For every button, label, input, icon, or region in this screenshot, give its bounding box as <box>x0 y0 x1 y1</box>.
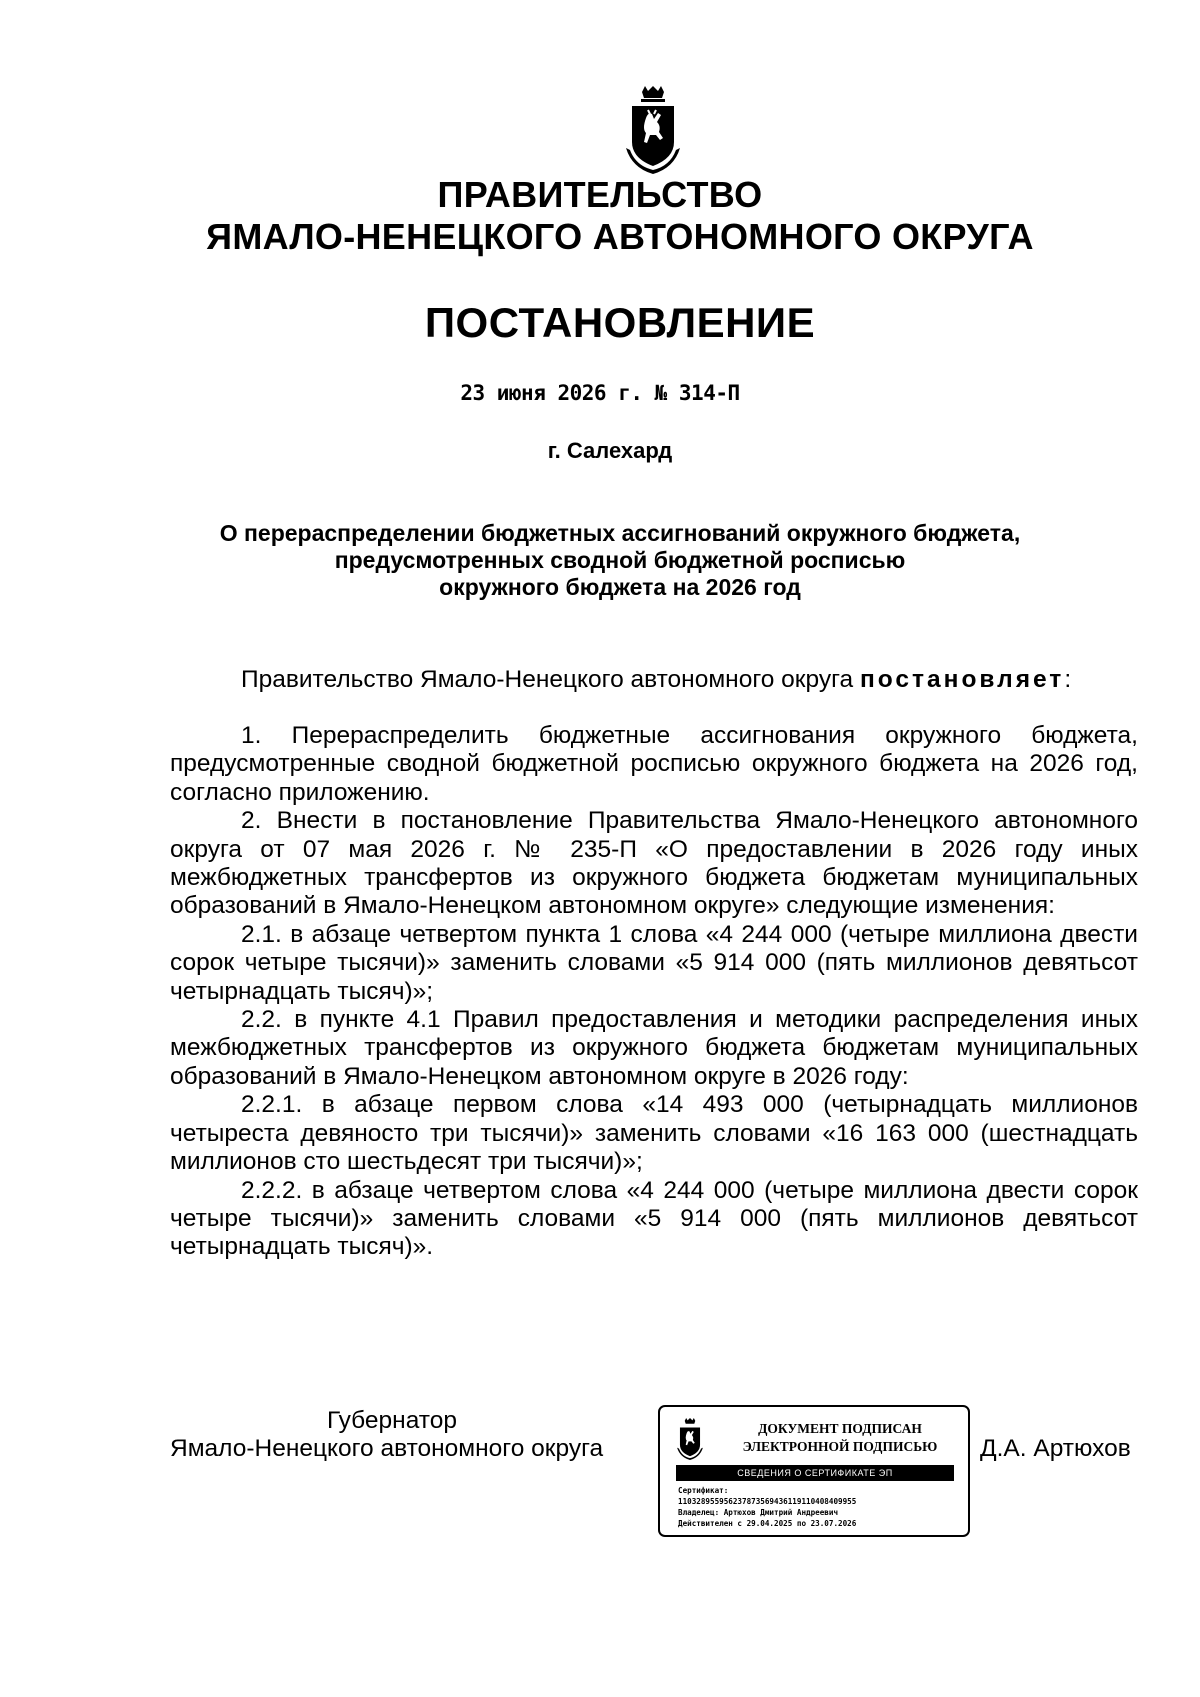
coat-of-arms-icon <box>624 84 682 176</box>
stamp-certificate-details <box>678 1485 856 1529</box>
document-subject <box>20 520 1200 601</box>
clause-2: 2. Внести в постановление Правительства Ямало-Ненецкого автономного округа от 07 мая 2026 г. № 235-П «О предоставлении в 2026 году иных межбюджетных трансфертов из окружного бюджета бюджетам муниципальных образований в Ямало-Ненецком автономном округе» следующие изменения: <box>170 807 1138 920</box>
document-type: ПОСТАНОВЛЕНИЕ <box>424 299 816 346</box>
stamp-owner: Владелец: Артюхов Дмитрий Андреевич <box>678 1508 839 1517</box>
clauses <box>170 722 1138 1262</box>
subject-line3: окружного бюджета на 2026 год <box>439 574 801 600</box>
signer-name: Д.А. Артюхов <box>980 1435 1131 1462</box>
clause-2-2-2: 2.2.2. в абзаце четвертом слова «4 244 000 (четыре миллиона двести сорок четыре тысячи)» заменить словами «5 914 000 (пять миллионов девятьсот четырнадцать тысяч)». <box>170 1176 1138 1261</box>
subject-line2: предусмотренных сводной бюджетной росписью <box>334 547 906 573</box>
clause-2-2-1: 2.2.1. в абзаце первом слова «14 493 000 (четырнадцать миллионов четыреста девяносто три тысячи)» заменить словами «16 163 000 (шестнадцать миллионов сто шестьдесят три тысячи)»; <box>170 1091 1138 1176</box>
signer-organization: Ямало-Ненецкого автономного округа <box>170 1435 604 1463</box>
stamp-coat-of-arms-icon <box>676 1417 704 1461</box>
clause-2-2: 2.2. в пункте 4.1 Правил предоставления и методики распределения иных межбюджетных трансфертов из окружного бюджета бюджетам муниципальных образований в Ямало-Ненецком автономном округе в 2026 году: <box>170 1006 1138 1090</box>
stamp-cert-number: 110328955956237873569436119110408409955 <box>678 1497 857 1506</box>
subject-line1: О перераспределении бюджетных ассигнований окружного бюджета, <box>219 520 1021 546</box>
stamp-title <box>716 1420 964 1456</box>
stamp-title-line2: ЭЛЕКТРОННОЙ ПОДПИСЬЮ <box>742 1439 938 1454</box>
preamble-colon: : <box>1064 666 1072 693</box>
stamp-title-line1: ДОКУМЕНТ ПОДПИСАН <box>758 1421 922 1436</box>
stamp-cert-label: Сертификат: <box>678 1486 729 1495</box>
government-name-line1: ПРАВИТЕЛЬСТВО <box>437 174 763 215</box>
preamble-keyword: постановляет <box>859 666 1065 693</box>
stamp-validity: Действителен с 29.04.2025 по 23.07.2026 <box>678 1519 857 1528</box>
electronic-signature-stamp <box>658 1405 970 1537</box>
signer-role: Губернатор <box>327 1407 457 1434</box>
signature-block <box>170 1407 640 1464</box>
preamble-text: Правительство Ямало-Ненецкого автономного округа <box>241 666 854 693</box>
stamp-certificate-bar: СВЕДЕНИЯ О СЕРТИФИКАТЕ ЭП <box>676 1465 954 1481</box>
clause-2-1: 2.1. в абзаце четвертом пункта 1 слова «4 244 000 (четыре миллиона двести сорок четыре тысячи)» заменить словами «5 914 000 (пять миллионов девятьсот четырнадцать тысяч)»; <box>170 920 1138 1005</box>
preamble <box>170 666 1200 694</box>
clause-1: 1. Перераспределить бюджетные ассигнования окружного бюджета, предусмотренные сводной бюджетной росписью окружного бюджета на 2026 год, согласно приложению. <box>170 722 1138 806</box>
government-name-line2: ЯМАЛО-НЕНЕЦКОГО АВТОНОМНОГО ОКРУГА <box>206 216 1034 257</box>
document-date-number: 23 июня 2026 г. № 314-П <box>460 381 740 405</box>
document-city: г. Салехард <box>547 438 673 463</box>
